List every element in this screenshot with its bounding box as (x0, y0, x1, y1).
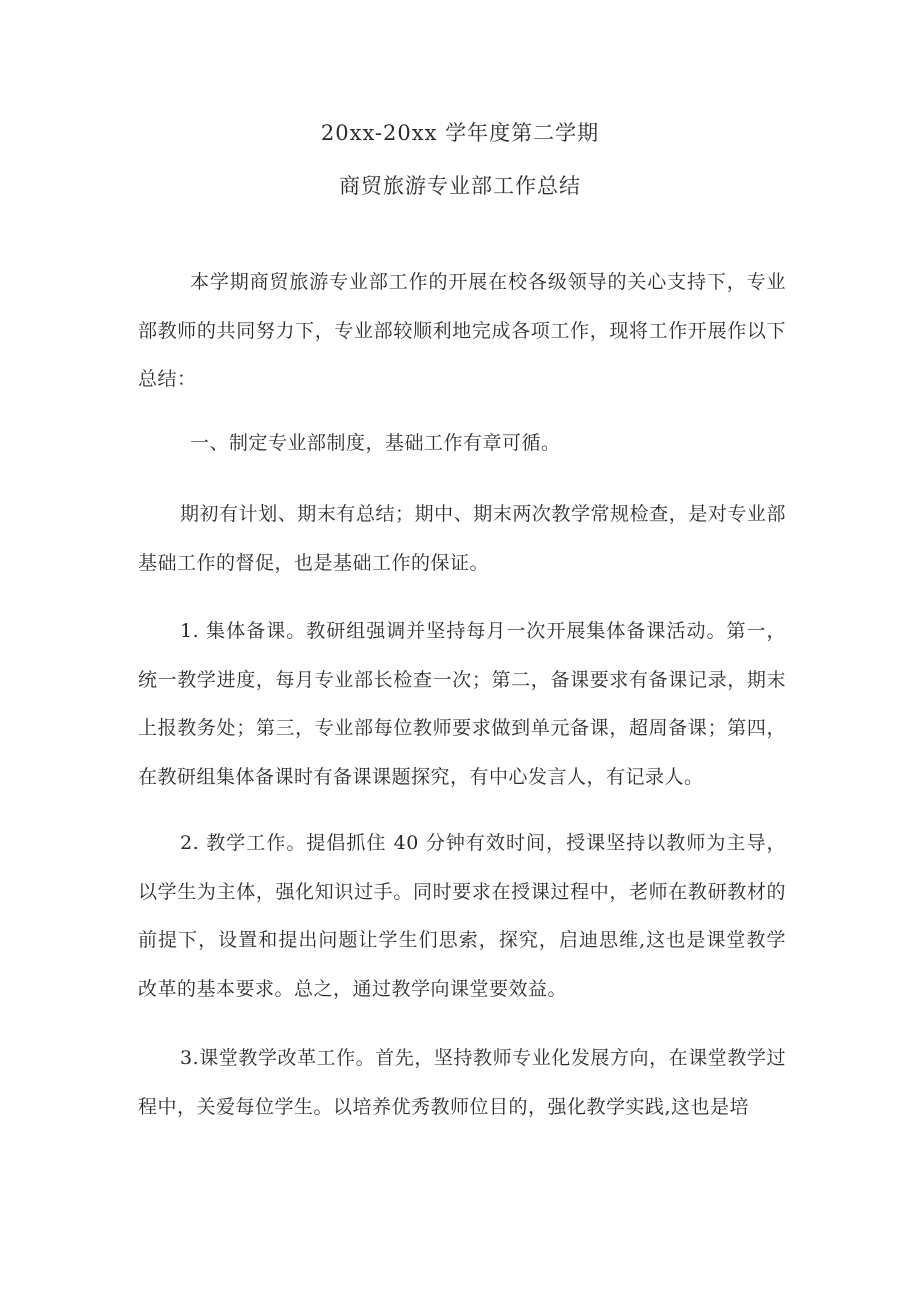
section-1-body: 期初有计划、期末有总结；期中、期末两次教学常规检查，是对专业部基础工作的督促，也是基础工作的保证。 (138, 503, 786, 574)
item-2-paragraph: 2. 教学工作。提倡抓住 40 分钟有效时间，授课坚持以教师为主导，以学生为主体，强化知识过手。同时要求在授课过程中，老师在教研教材的前提下，设置和提出问题让学生们思索，探究，启迪思维,这也是课堂教学改革的基本要求。总之，通过教学向课堂要效益。 (138, 832, 786, 1000)
section-1-heading: 一、制定专业部制度，基础工作有章可循。 (190, 432, 561, 454)
item-3-paragraph: 3.课堂教学改革工作。首先，坚持教师专业化发展方向，在课堂教学过程中，关爱每位学生。以培养优秀教师位目的，强化教学实践,这也是培 (138, 1047, 786, 1118)
document-title-line-2: 商贸旅游专业部工作总结 (339, 174, 581, 198)
document-title-line-1: 20xx-20xx 学年度第二学期 (320, 121, 600, 145)
item-1-paragraph: 1. 集体备课。教研组强调并坚持每月一次开展集体备课活动。第一，统一教学进度，每月专业部长检查一次；第二，备课要求有备课记录，期末上报教务处；第三，专业部每位教师要求做到单元备课，超周备课；第四，在教研组集体备课时有备课课题探究，有中心发言人，有记录人。 (138, 620, 786, 788)
intro-paragraph: 本学期商贸旅游专业部工作的开展在校各级领导的关心支持下，专业部教师的共同努力下，专业部较顺利地完成各项工作，现将工作开展作以下总结： (138, 271, 786, 390)
